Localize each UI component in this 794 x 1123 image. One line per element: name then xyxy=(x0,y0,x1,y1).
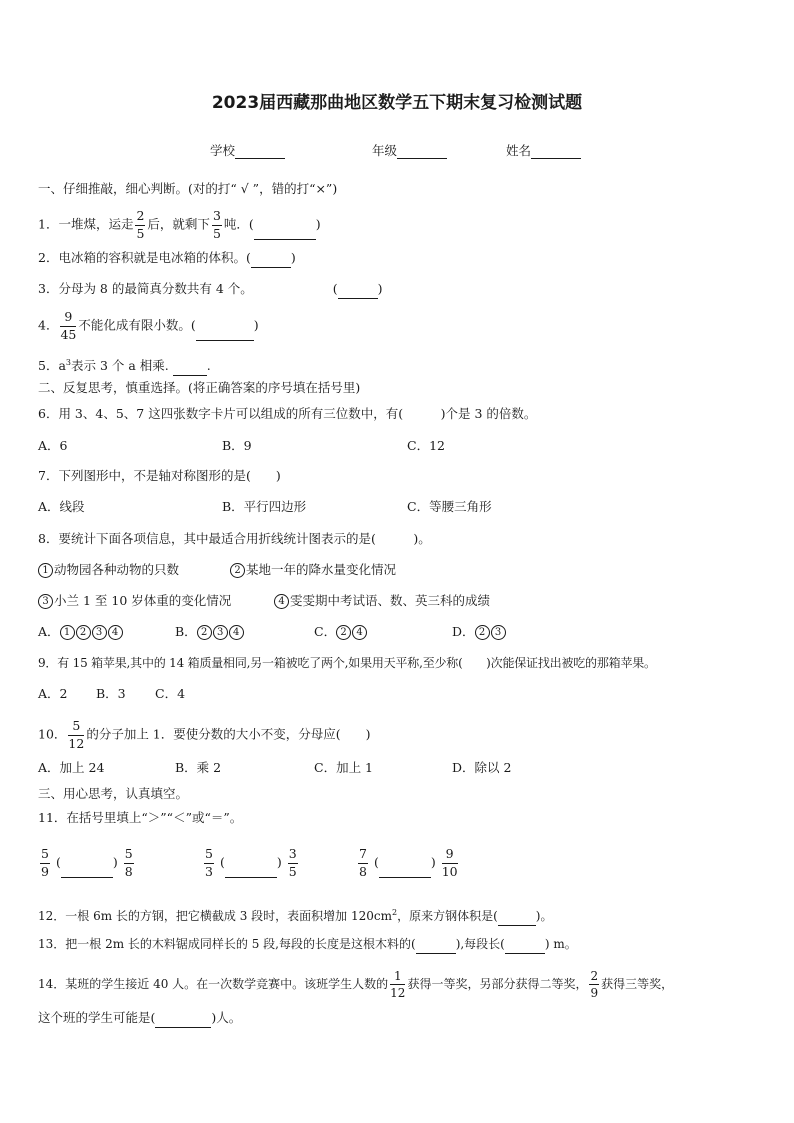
fraction: $\frac{9}{45}$ xyxy=(60,309,77,342)
name-field[interactable] xyxy=(506,141,581,159)
q8-option-d[interactable]: D． 2 3 xyxy=(452,622,507,640)
question-2: 2．电冰箱的容积就是电冰箱的体积。( ) xyxy=(38,248,296,268)
grade-label: 年级 xyxy=(372,143,398,158)
q7-option-b[interactable]: B．平行四边形 xyxy=(222,499,307,514)
question-6: 6．用 3、4、5、7 这四张数字卡片可以组成的所有三位数中，有( )个是 3 的倍数。 xyxy=(38,406,537,421)
q10-option-c[interactable]: C．加上 1 xyxy=(314,760,373,775)
q9-option-a[interactable]: A．2 xyxy=(38,686,68,701)
q6-option-b[interactable]: B．9 xyxy=(222,438,252,453)
question-9: 9．有 15 箱苹果,其中的 14 箱质量相同,另一箱被吃了两个,如果用天平称,至少称( )次能保证找出被吃的那箱苹果。 xyxy=(38,656,656,670)
answer-blank[interactable] xyxy=(196,326,254,341)
q9-option-b[interactable]: B．3 xyxy=(96,686,126,701)
answer-blank[interactable] xyxy=(254,225,316,240)
q10-option-d[interactable]: D．除以 2 xyxy=(452,760,512,775)
grade-field[interactable] xyxy=(372,141,447,159)
question-4: 4． $\frac{9}{45}$ 不能化成有限小数。( ) xyxy=(38,309,259,342)
compare-blank[interactable] xyxy=(61,863,113,878)
question-12: 12．一根 6m 长的方钢，把它横截成 3 段时，表面积增加 $120cm^2$，原来方钢体积是( )。 xyxy=(38,903,552,926)
grade-blank[interactable] xyxy=(397,144,447,159)
q8-option-a[interactable]: A． 1 2 3 4 xyxy=(38,622,124,640)
compare-blank[interactable] xyxy=(225,863,277,878)
q9-option-c[interactable]: C．4 xyxy=(155,686,186,701)
name-label: 姓名 xyxy=(506,143,532,158)
question-14: 14．某班的学生接近 40 人。在一次数学竞赛中。该班学生人数的 $\frac{1}{12}$ 获得一等奖，另部分获得二等奖， $\frac{2}{9}$ 获得三等奖， xyxy=(38,969,674,1000)
q10-option-a[interactable]: A．加上 24 xyxy=(38,760,105,775)
answer-blank[interactable] xyxy=(498,911,536,926)
answer-blank[interactable] xyxy=(251,253,291,268)
q8-item-2: 2 某地一年的降水量变化情况 xyxy=(230,560,396,578)
answer-blank[interactable] xyxy=(416,939,456,954)
question-7: 7．下列图形中，不是轴对称图形的是( ) xyxy=(38,468,281,483)
q8-option-c[interactable]: C． 2 4 xyxy=(314,622,368,640)
fraction: $\frac{2}{9}$ xyxy=(590,969,599,1000)
q7-option-c[interactable]: C．等腰三角形 xyxy=(407,499,492,514)
q8-item-4: 4 雯雯期中考试语、数、英三科的成绩 xyxy=(274,591,490,609)
answer-blank[interactable] xyxy=(505,939,545,954)
fraction: $\frac{1}{12}$ xyxy=(390,969,406,1000)
name-blank[interactable] xyxy=(531,144,581,159)
q7-option-a[interactable]: A．线段 xyxy=(38,499,85,514)
answer-blank[interactable] xyxy=(155,1013,211,1028)
page-title: 2023届西藏那曲地区数学五下期末复习检测试题 xyxy=(211,93,583,113)
answer-blank[interactable] xyxy=(338,284,378,299)
question-10: 10． $\frac{5}{12}$ 的分子加上 1．要使分数的大小不变，分母应( ) xyxy=(38,718,371,751)
question-8: 8．要统计下面各项信息，其中最适合用折线统计图表示的是( )。 xyxy=(38,531,431,546)
question-14-cont: 这个班的学生可能是( )人。 xyxy=(38,1008,241,1028)
section-1-heading: 一、仔细推敲，细心判断。(对的打“ √ ”，错的打“×”) xyxy=(38,181,338,196)
school-blank[interactable] xyxy=(235,144,285,159)
answer-blank[interactable] xyxy=(173,361,207,376)
compare-blank[interactable] xyxy=(379,863,431,878)
question-13: 13．把一根 2m 长的木料锯成同样长的 5 段,每段的长度是这根木料的( ),每段长( ) m。 xyxy=(38,934,577,954)
q6-option-a[interactable]: A．6 xyxy=(38,438,68,453)
q8-item-3: 3 小兰 1 至 10 岁体重的变化情况 xyxy=(38,591,231,609)
question-5: 5．$a^3$表示 3 个 a 相乘. . xyxy=(38,353,211,376)
section-3-heading: 三、用心思考，认真填空。 xyxy=(38,786,189,801)
q6-option-c[interactable]: C．12 xyxy=(407,438,445,453)
q8-item-1: 1 动物园各种动物的只数 xyxy=(38,560,179,578)
fraction: $\frac{3}{5}$ xyxy=(212,208,221,241)
q11-compare-2: $\frac{5}{3}$ ( ) $\frac{3}{5}$ xyxy=(205,846,297,879)
fraction: $\frac{5}{12}$ xyxy=(68,718,85,751)
q11-compare-1: $\frac{5}{9}$ ( ) $\frac{5}{8}$ xyxy=(41,846,133,879)
question-11: 11．在括号里填上“＞”“＜”或“＝”。 xyxy=(38,810,243,825)
section-2-heading: 二、反复思考，慎重选择。(将正确答案的序号填在括号里) xyxy=(38,380,361,395)
fraction: $\frac{2}{5}$ xyxy=(136,208,145,241)
school-field[interactable] xyxy=(210,141,285,159)
q8-option-b[interactable]: B． 2 3 4 xyxy=(175,622,245,640)
question-3: 3．分母为 8 的最简真分数共有 4 个。 ( ) xyxy=(38,279,383,299)
school-label: 学校 xyxy=(210,143,236,158)
q10-option-b[interactable]: B．乘 2 xyxy=(175,760,222,775)
q11-compare-3: $\frac{7}{8}$ ( ) $\frac{9}{10}$ xyxy=(359,846,458,879)
question-1: 1．一堆煤，运走 $\frac{2}{5}$ 后，就剩下 $\frac{3}{5}$ 吨．( ) xyxy=(38,208,321,241)
